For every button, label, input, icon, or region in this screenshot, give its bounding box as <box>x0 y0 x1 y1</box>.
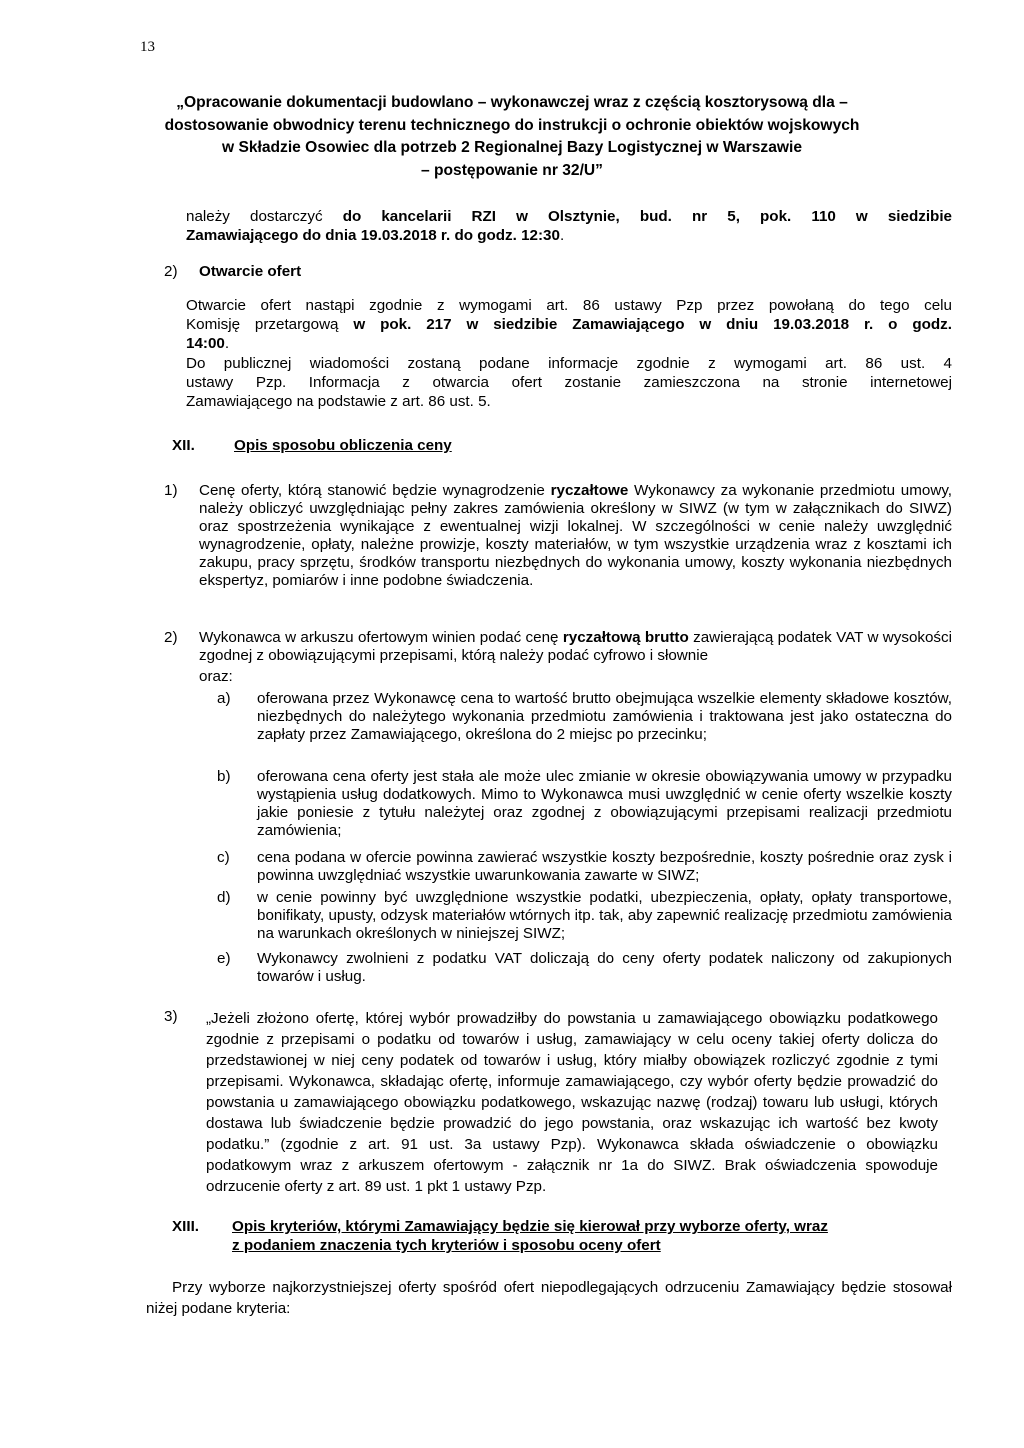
opening-p2-line-2: ustawy Pzp. Informacja z otwarcia ofert zostanie zamieszczona na stronie internetowej <box>186 374 952 391</box>
opening-p1-line-2 <box>186 316 952 334</box>
section-12-item-3-number: 3) <box>164 1008 178 1025</box>
subitem-b-text: oferowana cena oferty jest stała ale może ulec zmianie w okresie obowiązywania umowy w przypadku wystąpienia usług dodatkowych. Mimo to Wykonawca musi uwzględnić w cenie oferty wszelkie koszty jakie poniesie z tytułu należytej oraz zgodnej z obowiązującymi przepisami realizacji przedmiotu zamówienia; <box>257 768 952 839</box>
opening-p1-line-1: Otwarcie ofert nastąpi zgodnie z wymogami art. 86 ustawy Pzp przez powołaną do tego celu <box>186 297 952 314</box>
opening-number: 2) <box>164 263 178 280</box>
subitem-e-letter: e) <box>217 950 231 967</box>
subitem-b-letter: b) <box>217 768 231 785</box>
delivery-bold-2: Zamawiającego do dnia 19.03.2018 r. do godz. 12:30 <box>186 227 560 244</box>
delivery-bold-1: do kancelarii RZI w Olsztynie, bud. nr 5, pok. 110 w siedzibie <box>342 208 952 225</box>
section-12-item-1-number: 1) <box>164 482 178 499</box>
section-12-number: XII. <box>172 437 195 454</box>
opening-p1-end: . <box>224 335 230 352</box>
section-12-item-1-text <box>199 482 952 590</box>
section-13-intro: Przy wyborze najkorzystniejszej oferty spośród ofert niepodlegających odrzuceniu Zamawiający będzie stosował niżej podane kryteria: <box>146 1279 952 1317</box>
opening-p2-line-1: Do publicznej wiadomości zostaną podane informacje zgodnie z wymogami art. 86 ust. 4 <box>186 355 952 372</box>
title-line-1: „Opracowanie dokumentacji budowlano – wykonawczej wraz z częścią kosztorysową dla – <box>176 94 848 111</box>
subitem-d-letter: d) <box>217 889 231 906</box>
opening-p2-line-3: Zamawiającego na podstawie z art. 86 ust. 5. <box>186 393 491 410</box>
subitem-a-letter: a) <box>217 690 231 707</box>
subitem-e-text: Wykonawcy zwolnieni z podatku VAT doliczają do ceny oferty podatek naliczony od zakupionych towarów i usług. <box>257 950 952 985</box>
title-line-2: dostosowanie obwodnicy terenu technicznego do instrukcji o ochronie obiektów wojskowych <box>164 117 860 134</box>
section-13-title-line-1: Opis kryteriów, którymi Zamawiający będzie się kierował przy wyborze oferty, wraz <box>232 1218 828 1235</box>
section-12-item-2-oraz: oraz: <box>199 668 233 685</box>
item-2-text-a: Wykonawca w arkuszu ofertowym winien podać cenę <box>199 629 563 646</box>
delivery-line-2 <box>186 227 952 245</box>
opening-heading: Otwarcie ofert <box>199 263 302 280</box>
section-12-item-2-number: 2) <box>164 629 178 646</box>
delivery-end: . <box>559 227 565 244</box>
opening-p1-bold: w pok. 217 w siedzibie Zamawiającego w dniu 19.03.2018 r. o godz. <box>353 316 952 333</box>
section-12-title: Opis sposobu obliczenia ceny <box>234 437 452 454</box>
section-13-title-line-2: z podaniem znaczenia tych kryteriów i sposobu oceny ofert <box>232 1237 661 1254</box>
delivery-prefix: należy dostarczyć <box>186 208 343 225</box>
subitem-a-text: oferowana przez Wykonawcę cena to wartość brutto obejmująca wszelkie elementy składowe kosztów, niezbędnych do należytego wykonania przedmiotu zamówienia i traktowana jest jako ostateczna do zapłaty przez Zamawiającego, określona do 2 miejsc po przecinku; <box>257 690 952 743</box>
opening-p1-normal: Komisję przetargową <box>186 316 354 333</box>
opening-p1-line-3 <box>186 335 229 353</box>
section-13-number: XIII. <box>172 1218 200 1235</box>
item-1-bold: ryczałtowe <box>550 482 629 499</box>
opening-p1-time: 14:00 <box>186 335 225 352</box>
subitem-c-letter: c) <box>217 849 230 866</box>
section-12-item-2-text <box>199 629 952 665</box>
item-2-bold: ryczałtową brutto <box>562 629 689 646</box>
subitem-c-text: cena podana w ofercie powinna zawierać wszystkie koszty bezpośrednie, koszty pośrednie oraz zysk i powinna uwzględniać wszystkie uwarunkowania zawarte w SIWZ; <box>257 849 952 884</box>
page-number: 13 <box>140 39 155 55</box>
item-1-text-b: Wykonawcy za wykonanie przedmiotu umowy, należy obliczyć uwzględniając pełny zakres zamówienia określony w SIWZ (w tym w załącznikach do SIWZ) oraz spostrzeżenia wynikające z ewentualnej wizji lokalnej. W szczególności w cenie należy uwzględnić wynagrodzenie, opłaty, należne prowizje, koszty materiałów, w tym wszystkie urządzenia wraz z kosztami ich zakupu, pracy sprzętu, środków transportu niezbędnych do wykonania umowy, koszty wykonania niezbędnych ekspertyz, pomiarów i inne podobne świadczenia. <box>199 482 952 589</box>
section-12-item-3-text: „Jeżeli złożono ofertę, której wybór prowadziłby do powstania u zamawiającego obowiązku podatkowego zgodnie z przepisami o podatku od towarów i usług, zamawiający w celu oceny takiej oferty dolicza do przedstawionej w niej ceny podatek od towarów i usług, który miałby obowiązek rozliczyć zgodnie z tymi przepisami. Wykonawca, składając ofertę, informuje zamawiającego, czy wybór oferty będzie prowadzić do powstania u zamawiającego obowiązku podatkowego, wskazując nazwę (rodzaj) towaru lub usługi, których dostawa lub świadczenie będzie prowadzić do jego powstania, oraz wskazując ich wartość bez kwoty podatku.” (zgodnie z art. 91 ust. 3a ustawy Pzp). Wykonawca składa oświadczenie o obowiązku podatkowym wraz z arkuszem ofertowym - załącznik nr 1a do SIWZ. Brak oświadczenia spowoduje odrzucenie oferty z art. 89 ust. 1 pkt 1 ustawy Pzp. <box>206 1010 938 1195</box>
title-line-3: w Składzie Osowiec dla potrzeb 2 Regionalnej Bazy Logistycznej w Warszawie <box>221 139 802 156</box>
item-2-text-b: zawierającą podatek VAT w wysokości zgodnej z obowiązującymi przepisami, którą należy podać cyfrowo i słownie <box>199 629 952 664</box>
subitem-d-text: w cenie powinny być uwzględnione wszystkie podatki, ubezpieczenia, opłaty, opłaty transportowe, bonifikaty, upusty, odzysk materiałów wtórnych itp. tak, aby zapewnić realizację przedmiotu zamówienia na warunkach określonych w niniejszej SIWZ; <box>257 889 952 942</box>
delivery-line-1 <box>186 208 952 226</box>
item-1-text-a: Cenę oferty, którą stanowić będzie wynagrodzenie <box>199 482 551 499</box>
title-line-4: – postępowanie nr 32/U” <box>421 162 603 179</box>
